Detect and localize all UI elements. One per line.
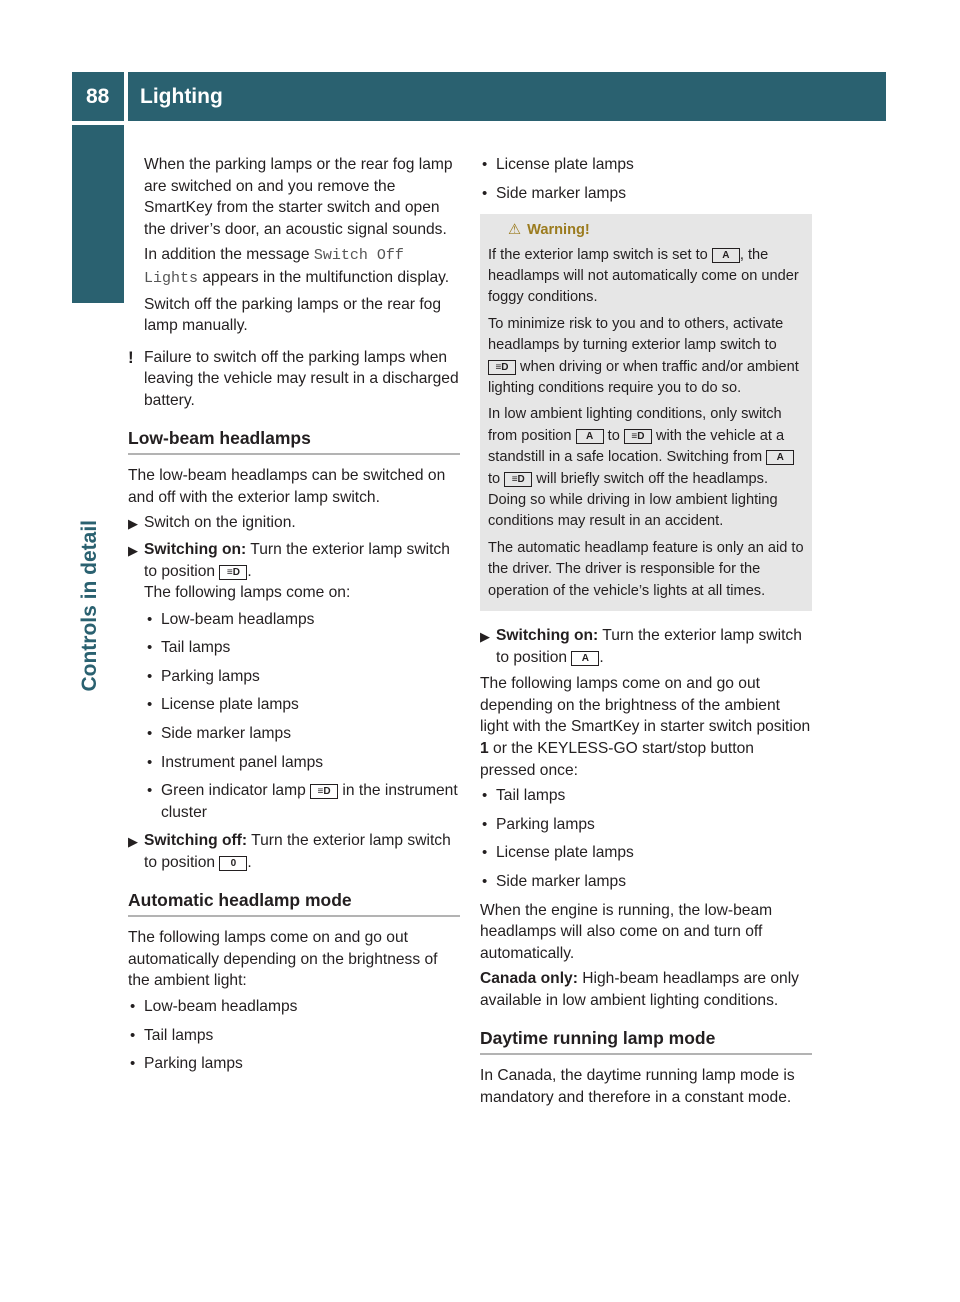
list-item	[480, 785, 812, 807]
list-text: Low-beam headlamps	[161, 610, 315, 628]
section-heading: Low-beam headlamps	[128, 428, 460, 456]
paragraph: When the parking lamps or the rear fog lamp are switched on and you remove the SmartKey from the starter switch and open the driver’s door, an acoustic signal sounds.	[144, 156, 453, 238]
exclamation-icon: !	[128, 347, 134, 367]
side-tab	[72, 125, 124, 303]
warning-paragraph	[488, 245, 804, 309]
paragraph: In Canada, the daytime running lamp mode is mandatory and therefore in a constant mode.	[480, 1067, 795, 1106]
low-beam-icon: ≡D	[488, 360, 516, 375]
bullet-icon: •	[482, 844, 488, 862]
list-item	[145, 637, 460, 659]
list-item	[128, 996, 460, 1018]
text: , the headlamps will not automatically come on under foggy conditions.	[488, 246, 799, 306]
list-item	[128, 1025, 460, 1047]
warning-box	[480, 214, 812, 611]
list-item	[128, 1053, 460, 1075]
section-heading: Automatic headlamp mode	[128, 890, 460, 918]
bullet-icon: •	[147, 667, 153, 685]
list-item	[145, 609, 460, 631]
list-item	[480, 871, 812, 893]
auto-position-icon: A	[576, 429, 604, 444]
step	[128, 830, 460, 873]
low-beam-icon: ≡D	[504, 472, 532, 487]
arrow-icon: ▶	[480, 629, 490, 645]
warning-paragraph	[488, 404, 804, 532]
bullet-icon: •	[130, 1026, 136, 1044]
warning-title	[488, 220, 804, 241]
step-label: Switching on:	[144, 540, 247, 558]
list-text: License plate lamps	[496, 844, 634, 862]
bullet-icon: •	[130, 1055, 136, 1073]
bullet-icon: •	[482, 156, 488, 173]
list-item	[145, 694, 460, 716]
step-text: Turn the exterior lamp switch to position	[144, 540, 450, 580]
list-item	[145, 723, 460, 745]
text: to	[488, 470, 505, 487]
list-text: Green indicator lamp	[161, 782, 311, 800]
bullet-icon: •	[147, 782, 153, 800]
list-text: License plate lamps	[161, 696, 299, 714]
note	[128, 347, 460, 412]
paragraph: The following lamps come on and go out automatically depending on the brightness of the ambient light:	[128, 929, 438, 990]
list-item	[480, 154, 812, 176]
text: In addition the message	[144, 246, 314, 264]
text: .	[247, 854, 252, 872]
display-message: Switch Off Lights	[144, 247, 404, 287]
list-text: Tail lamps	[144, 1026, 214, 1044]
list-item	[480, 814, 812, 836]
low-beam-icon: ≡D	[219, 565, 247, 580]
step-text: The following lamps come on:	[144, 584, 351, 602]
list-text: Parking lamps	[144, 1055, 243, 1073]
warning-paragraph	[488, 314, 804, 400]
bullet-icon: •	[482, 787, 488, 805]
list-text: Side marker lamps	[161, 725, 291, 743]
paragraph: When the engine is running, the low-beam headlamps will also come on and turn off automatically.	[480, 901, 773, 962]
auto-position-icon: A	[712, 248, 740, 263]
step-text: Turn the exterior lamp switch to position	[496, 627, 802, 666]
list-text: in the instrument cluster	[161, 782, 458, 821]
step-text: Switch on the ignition.	[144, 514, 296, 532]
paragraph	[480, 673, 812, 781]
auto-position-icon: A	[766, 450, 794, 465]
text: when driving or when traffic and/or ambient lighting conditions require you to do so.	[488, 358, 799, 397]
text-label: Canada only:	[480, 970, 578, 988]
step	[128, 539, 460, 604]
list-item	[145, 780, 460, 823]
paragraph: The low-beam headlamps can be switched on and off with the exterior lamp switch.	[128, 467, 446, 506]
text: In low ambient lighting conditions, only switch from position	[488, 406, 782, 444]
bullet-icon: •	[482, 184, 488, 202]
list-text: Low-beam headlamps	[144, 998, 298, 1015]
step-label: Switching on:	[496, 627, 599, 645]
warning-paragraph: The automatic headlamp feature is only an aid to the driver. The driver is responsible for the operation of the vehicle’s lights at all times.	[488, 539, 804, 599]
text: .	[599, 648, 604, 666]
right-column	[480, 154, 812, 1112]
list-item	[480, 842, 812, 864]
text: will briefly switch off the headlamps. Doing so while driving in low ambient lighting conditions may result in an accident.	[488, 470, 778, 530]
bullet-icon: •	[147, 610, 153, 628]
list-text: Parking lamps	[496, 815, 595, 833]
bullet-icon: •	[147, 725, 153, 743]
side-label: Controls in detail	[78, 520, 101, 692]
position-number: 1	[480, 740, 489, 758]
text: to	[603, 427, 624, 444]
arrow-icon: ▶	[128, 834, 138, 850]
arrow-icon: ▶	[128, 516, 138, 532]
bullet-icon: •	[147, 696, 153, 714]
step-label: Switching off:	[144, 832, 248, 850]
bullet-icon: •	[482, 873, 488, 891]
paragraph	[128, 244, 460, 289]
paragraph	[480, 968, 812, 1011]
bullet-icon: •	[130, 998, 136, 1015]
arrow-icon: ▶	[128, 542, 138, 558]
page-number: 88	[86, 85, 110, 108]
text: The following lamps come on and go out depending on the brightness of the ambient light with the SmartKey in starter switch position	[480, 675, 811, 736]
warning-label: Warning!	[527, 222, 590, 239]
header-bar	[128, 72, 886, 121]
text: To minimize risk to you and to others, activate headlamps by turning exterior lamp switch to	[488, 315, 784, 354]
warning-triangle-icon: ⚠	[508, 222, 522, 239]
step	[480, 625, 812, 668]
list-text: Tail lamps	[161, 639, 231, 657]
text: appears in the multifunction display.	[198, 268, 450, 286]
text: or the KEYLESS-GO start/stop button pressed once:	[480, 740, 754, 779]
list-item	[480, 183, 812, 205]
list-text: Parking lamps	[161, 667, 260, 685]
text: .	[247, 562, 252, 580]
list-item	[145, 752, 460, 774]
list-text: Side marker lamps	[496, 184, 626, 202]
paragraph: Switch off the parking lamps or the rear fog lamp manually.	[144, 295, 442, 335]
text: If the exterior lamp switch is set to	[488, 246, 712, 263]
text: with the vehicle at a standstill in a safe location. Switching from	[488, 427, 785, 466]
off-position-icon: 0	[219, 856, 247, 871]
auto-position-icon: A	[571, 651, 599, 666]
bullet-icon: •	[147, 639, 153, 657]
low-beam-icon: ≡D	[310, 784, 338, 799]
bullet-icon: •	[147, 753, 153, 771]
section-heading: Daytime running lamp mode	[480, 1028, 812, 1056]
note-text: Failure to switch off the parking lamps when leaving the vehicle may result in a discharged battery.	[144, 348, 459, 409]
left-column	[128, 154, 460, 1082]
step	[128, 512, 460, 534]
text: High-beam headlamps are only available in low ambient lighting conditions.	[480, 970, 799, 1009]
list-text: Side marker lamps	[496, 873, 626, 891]
list-text: Instrument panel lamps	[161, 753, 324, 771]
bullet-icon: •	[482, 815, 488, 833]
list-text: Tail lamps	[496, 787, 566, 805]
page-number-box	[72, 72, 124, 121]
list-item	[145, 666, 460, 688]
page-title: Lighting	[140, 85, 223, 108]
low-beam-icon: ≡D	[624, 429, 652, 444]
list-text: License plate lamps	[496, 156, 634, 173]
step-text: Turn the exterior lamp switch to position	[144, 832, 451, 872]
